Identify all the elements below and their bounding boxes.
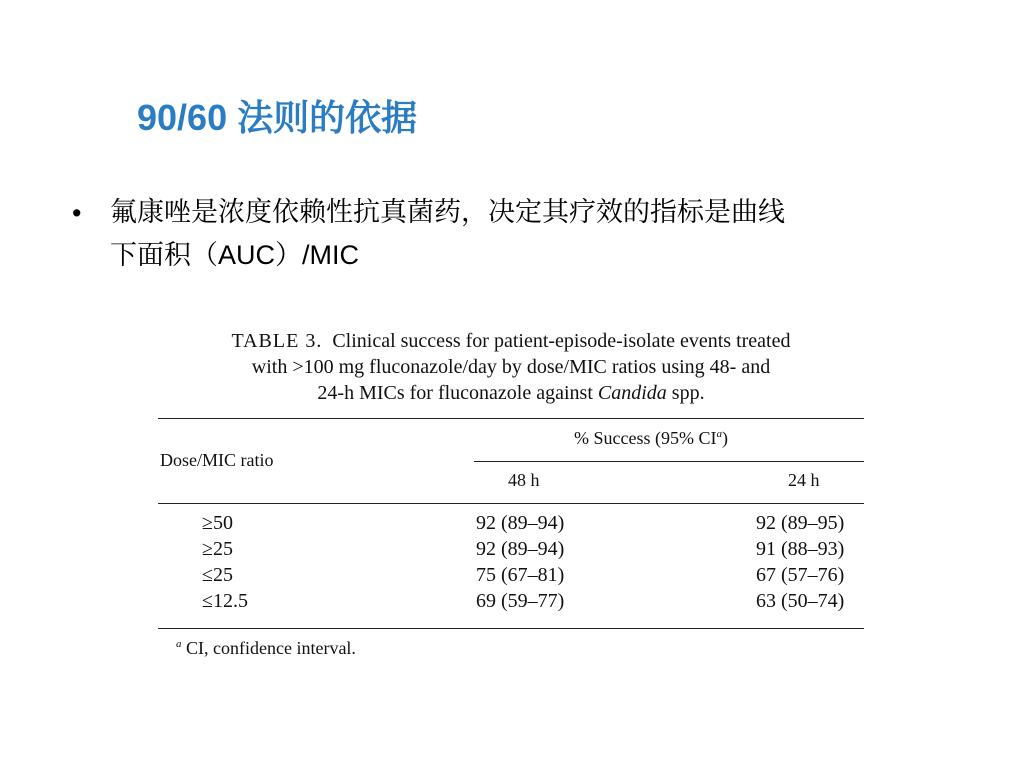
cell-48h: 92 (89–94) [476, 512, 565, 534]
bullet-line-2: 下面积（AUC）/MIC [110, 240, 359, 270]
table-top-rule [158, 418, 864, 419]
header-dose-mic-ratio: Dose/MIC ratio [160, 450, 274, 470]
cell-24h: 92 (89–95) [756, 512, 845, 534]
cell-ratio: ≤25 [202, 564, 233, 586]
header-success [574, 428, 728, 449]
bullet-marker: • [72, 198, 82, 228]
caption-line-1 [158, 328, 864, 354]
table-bottom-rule [158, 628, 864, 629]
caption-italic: Candida [597, 382, 667, 404]
caption-text-3a: 24-h MICs for fluconazole against [317, 382, 598, 404]
cell-48h: 92 (89–94) [476, 538, 565, 560]
table-body [158, 512, 864, 616]
header-success-sup: a [716, 428, 722, 440]
cell-48h: 69 (59–77) [476, 590, 565, 612]
cell-ratio: ≥50 [202, 512, 233, 534]
table-caption [158, 328, 864, 406]
table-footnote [176, 638, 356, 659]
table-row [158, 590, 864, 616]
caption-line-2: with >100 mg fluconazole/day by dose/MIC ratios using 48- and [251, 356, 771, 378]
bullet-line-1: 氟康唑是浓度依赖性抗真菌药，决定其疗效的指标是曲线 [110, 197, 785, 228]
caption-text-3b: spp. [666, 382, 705, 404]
table-row [158, 512, 864, 538]
slide-title: 90/60 法则的依据 [137, 97, 418, 138]
header-success-text: % Success (95% CI [574, 428, 717, 448]
table-mid-rule [158, 503, 864, 504]
footnote-sup: a [176, 638, 182, 650]
table-figure [158, 328, 864, 658]
bullet-text [110, 192, 970, 276]
cell-24h: 63 (50–74) [756, 590, 845, 612]
header-48h: 48 h [508, 470, 540, 490]
caption-line-3 [158, 380, 864, 406]
header-24h: 24 h [788, 470, 820, 490]
table-row [158, 538, 864, 564]
cell-24h: 91 (88–93) [756, 538, 845, 560]
caption-text-1: Clinical success for patient-episode-isolate events treated [332, 330, 791, 352]
cell-48h: 75 (67–81) [476, 564, 565, 586]
caption-label: TABLE 3. [231, 330, 323, 352]
cell-24h: 67 (57–76) [756, 564, 845, 586]
header-success-close: ) [721, 428, 728, 448]
footnote-text: CI, confidence interval. [181, 638, 356, 658]
table-sub-rule [474, 461, 864, 462]
table-row [158, 564, 864, 590]
cell-ratio: ≥25 [202, 538, 233, 560]
cell-ratio: ≤12.5 [202, 590, 248, 612]
